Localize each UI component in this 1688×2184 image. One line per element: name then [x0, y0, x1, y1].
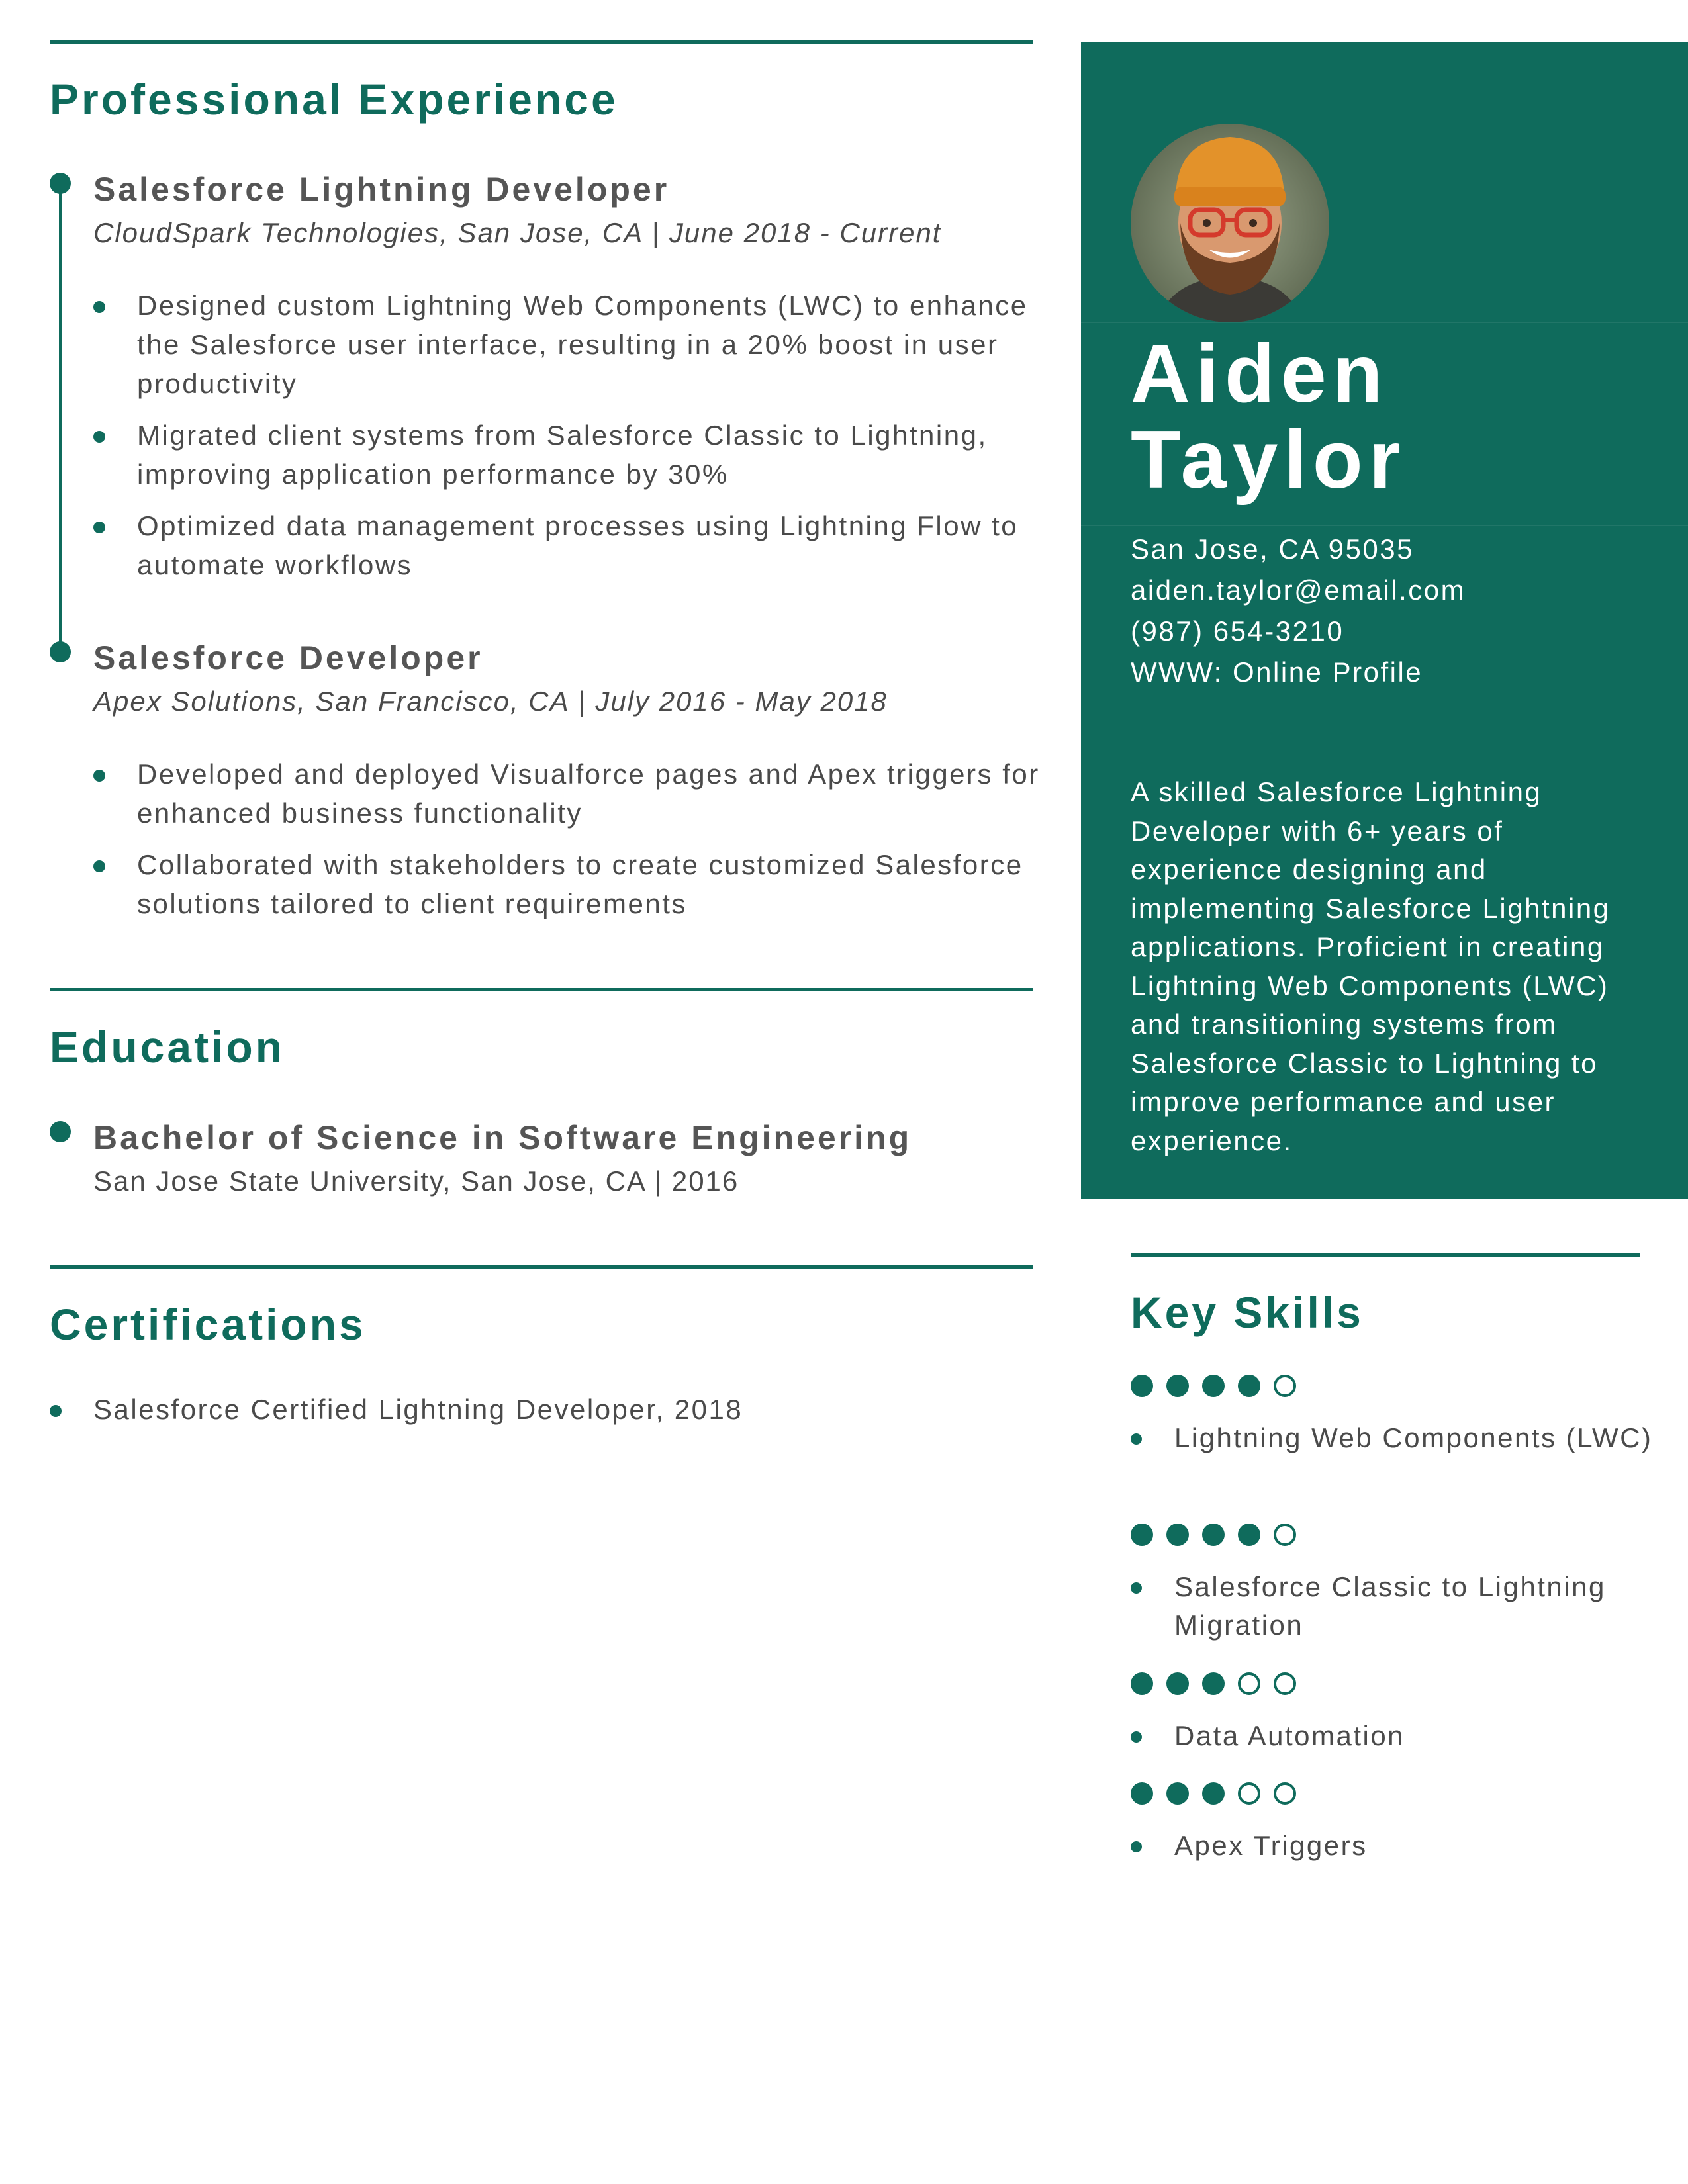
- section-rule: [1131, 1253, 1640, 1257]
- degree-title: Bachelor of Science in Software Engineering: [93, 1119, 912, 1156]
- contact-phone: (987) 654-3210: [1131, 615, 1344, 647]
- contact-email[interactable]: aiden.taylor@email.com: [1131, 574, 1466, 606]
- rating-dot-empty: [1274, 1672, 1296, 1695]
- job-bullet: Designed custom Lightning Web Components (LWC) to enhance the Salesforce user interface, resulting in a 20% boost in user productivity: [93, 286, 1047, 403]
- job-meta: Apex Solutions, San Francisco, CA | July 2016 - May 2018: [93, 686, 888, 717]
- rating-dot-filled: [1166, 1375, 1189, 1397]
- job-bullets: [93, 286, 1047, 597]
- certification-item: Salesforce Certified Lightning Developer, 2018: [50, 1390, 1003, 1429]
- rating-dot-empty: [1238, 1782, 1260, 1805]
- skill-item: Data Automation: [1131, 1717, 1664, 1755]
- panel-divider: [1081, 525, 1688, 526]
- contact-website[interactable]: WWW: Online Profile: [1131, 657, 1423, 688]
- timeline-dot: [50, 641, 71, 662]
- job-bullet: Optimized data management processes using Lightning Flow to automate workflows: [93, 506, 1047, 584]
- skill-item: Lightning Web Components (LWC): [1131, 1419, 1664, 1457]
- rating-dot-filled: [1166, 1524, 1189, 1546]
- experience-heading: Professional Experience: [50, 75, 618, 124]
- certification-list: [50, 1390, 1003, 1429]
- rating-dot-filled: [1131, 1524, 1153, 1546]
- job-meta: CloudSpark Technologies, San Jose, CA | June 2018 - Current: [93, 217, 942, 248]
- certifications-heading: Certifications: [50, 1300, 366, 1349]
- rating-dot-filled: [1131, 1375, 1153, 1397]
- first-name: Aiden: [1131, 328, 1389, 420]
- rating-dot-filled: [1166, 1672, 1189, 1695]
- rating-dot-filled: [1238, 1375, 1260, 1397]
- profile-panel: [1081, 42, 1688, 1199]
- job-bullet: Collaborated with stakeholders to create customized Salesforce solutions tailored to client requirements: [93, 845, 1047, 923]
- section-rule: [50, 40, 1033, 44]
- section-rule: [50, 1265, 1033, 1269]
- education-meta: San Jose State University, San Jose, CA | 2016: [93, 1165, 739, 1197]
- job-title: Salesforce Developer: [93, 639, 483, 676]
- timeline-dot: [50, 1121, 71, 1142]
- education-heading: Education: [50, 1023, 285, 1071]
- contact-info: [1131, 529, 1466, 693]
- skill-item: Apex Triggers: [1131, 1827, 1664, 1865]
- job-title: Salesforce Lightning Developer: [93, 171, 670, 208]
- avatar-image: [1131, 124, 1329, 322]
- rating-dot-filled: [1238, 1524, 1260, 1546]
- rating-dot-filled: [1202, 1782, 1225, 1805]
- rating-dot-empty: [1274, 1524, 1296, 1546]
- section-rule: [50, 988, 1033, 991]
- rating-dot-filled: [1131, 1782, 1153, 1805]
- timeline-dot: [50, 173, 71, 194]
- avatar-photo: [1131, 124, 1329, 322]
- timeline-line: [59, 183, 62, 652]
- rating-dot-filled: [1166, 1782, 1189, 1805]
- profile-summary: A skilled Salesforce Lightning Developer with 6+ years of experience designing and implementing Salesforce Lightning applications. Proficient in creating Lightning Web Components (LWC) and transitioning systems from Salesforce Classic to Lightning to improve performance and user experience.: [1131, 776, 1611, 1156]
- job-bullets: [93, 754, 1047, 936]
- rating-dot-filled: [1202, 1375, 1225, 1397]
- rating-dot-filled: [1202, 1524, 1225, 1546]
- job-bullet: Developed and deployed Visualforce pages and Apex triggers for enhanced business functionality: [93, 754, 1047, 833]
- rating-dot-filled: [1131, 1672, 1153, 1695]
- panel-divider: [1081, 322, 1688, 323]
- contact-address: San Jose, CA 95035: [1131, 533, 1414, 565]
- last-name: Taylor: [1131, 414, 1407, 506]
- rating-dot-empty: [1274, 1375, 1296, 1397]
- rating-dot-filled: [1202, 1672, 1225, 1695]
- rating-dot-empty: [1238, 1672, 1260, 1695]
- skills-heading: Key Skills: [1131, 1288, 1364, 1337]
- skill-item: Salesforce Classic to Lightning Migration: [1131, 1568, 1664, 1645]
- rating-dot-empty: [1274, 1782, 1296, 1805]
- job-bullet: Migrated client systems from Salesforce Classic to Lightning, improving application performance by 30%: [93, 416, 1047, 494]
